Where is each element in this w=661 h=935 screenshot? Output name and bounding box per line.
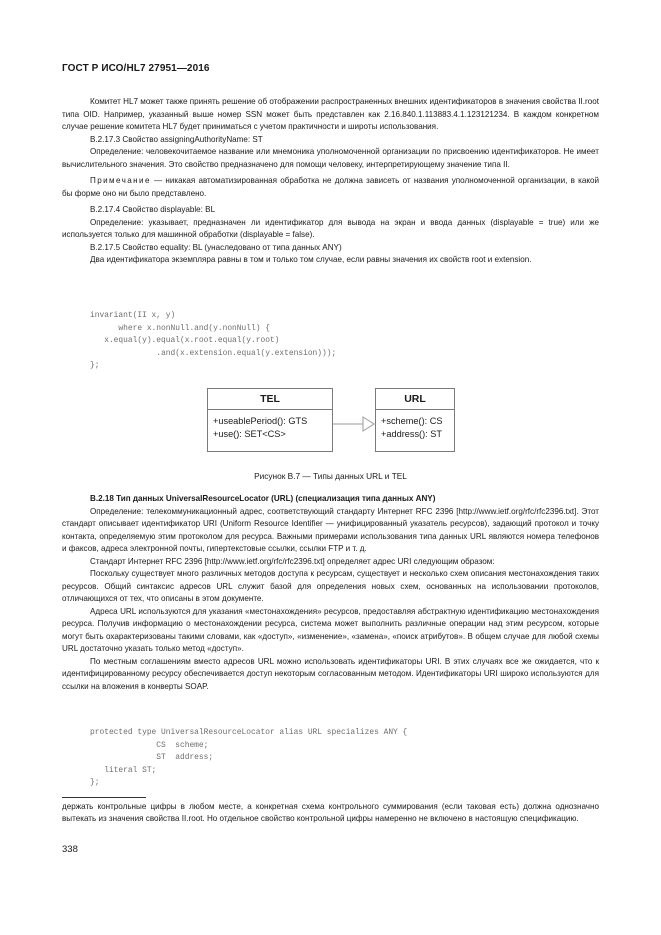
code-line: invariant(II x, y) xyxy=(90,311,176,320)
subsection-displayable: B.2.17.4 Свойство displayable: BL xyxy=(90,205,216,214)
paragraph-url-usage: Адреса URL используются для указания «местонахождения» ресурсов, предоставляя абстрактную идентификацию местонахождения ресурса. Получив информацию о местонахождении ресурса, система может выполнить различные операции над этим ресурсом, которые могут быть охарактеризованы такими словами, как «доступ», «изменение», «замена», «поиск атрибутов». В общем случае для любой схемы URL достаточно указать только метод «доступ». xyxy=(62,606,599,653)
paragraph-url-definition: Определение: телекоммуникационный адрес, соответствующий стандарту Интернет RFC 2396 [http://www.ietf.org/rfc/rfc2396.txt]. Этот стандарт описывает идентификатор URI (Uniform Resource Identifier — унифицированный указатель ресурсов), задающий протокол и точку контакта, определяемую этим протоколом для ресурса. Важными примерами использования типа данных URL являются номера телефонов и факсов, адреса электронной почты, гипертекстовые ссылки, ссылки FTP и т. д. xyxy=(62,506,599,553)
code-line: x.equal(y).equal(x.root.equal(y.root) xyxy=(90,336,280,346)
code-line: literal ST; xyxy=(90,765,157,775)
section-heading-text: B.2.18 Тип данных UniversalResourceLocator (URL) (специализация типа данных ANY) xyxy=(90,494,436,503)
uml-class-tel xyxy=(207,388,333,452)
uml-attribute: +use(): SET<CS> xyxy=(213,429,286,439)
uml-class-attributes xyxy=(376,410,454,441)
paragraph-assigning-definition: Определение: человекочитаемое название или мнемоника уполномоченной организации по присвоению идентификаторов. Не имеет вычислительного значения. Это свойство предназначено для помощи человеку, интерпретирующему значение типа II. xyxy=(62,147,599,169)
url-section xyxy=(62,493,599,693)
standard-header: ГОСТ Р ИСО/HL7 27951—2016 xyxy=(62,63,210,74)
subsection-equality: B.2.17.5 Свойство equality: BL (унаследовано от типа данных ANY) xyxy=(90,242,342,252)
section-heading xyxy=(62,493,599,506)
paragraph-equality-definition: Два идентификатора экземпляра равны в том и только том случае, если равны значения их свойств root и extension. xyxy=(90,255,532,264)
note-paragraph xyxy=(62,175,599,200)
footnote-divider xyxy=(62,797,146,798)
paragraph-rfc-intro: Стандарт Интернет RFC 2396 [http://www.ietf.org/rfc/rfc2396.txt] определяет адрес URI следующим образом: xyxy=(90,556,495,566)
uml-class-attributes xyxy=(208,410,332,441)
code-line: ST address; xyxy=(90,753,214,763)
paragraph-rfc-quote: Поскольку существует много различных методов доступа к ресурсам, существует и несколько схем описания местонахождения таких ресурсов. Общий синтаксис адресов URL служит базой для определения новых схем, основанных на использовании протоколов, отличающихся от тех, что описаны в этом документе. xyxy=(62,569,599,603)
paragraph-hl7-committee: Комитет HL7 может также принять решение об отображении распространенных внешних идентификаторов в значения свойства II.root типа OID. Например, указанный выше номер SSN может быть представлен как 2.16.840.1.113883.4.1.123121234. В каждом конкретном случае решение комитета HL7 будет приниматься с учетом практичности и широты использования. xyxy=(62,97,599,131)
code-url-type xyxy=(90,727,407,790)
note-label: Примечание xyxy=(90,176,151,185)
figure-caption: Рисунок B.7 — Типы данных URL и TEL xyxy=(254,471,407,481)
code-line: protected type UniversalResourceLocator alias URL specializes ANY { xyxy=(90,728,408,737)
code-line: }; xyxy=(90,361,100,371)
code-line: }; xyxy=(90,778,100,788)
page-number: 338 xyxy=(62,844,78,855)
note-text: — никакая автоматизированная обработка не должна зависеть от названия уполномоченной организации, в какой бы форме оно ни было представлено. xyxy=(62,176,599,198)
subsection-assigning-authority: B.2.17.3 Свойство assigningAuthorityName: ST xyxy=(90,134,263,144)
footnote: держать контрольные цифры в любом месте, а конкретная схема контрольного суммирования (если таковая есть) должна однозначно вытекать из значения свойства II.root. Но отдельное свойство контрольной цифры намеренно не включено в настоящую спецификацию. xyxy=(62,802,599,824)
uml-diagram xyxy=(207,388,455,456)
code-line: where x.nonNull.and(y.nonNull) { xyxy=(90,323,270,333)
code-line: CS scheme; xyxy=(90,740,209,750)
uml-attribute: +address(): ST xyxy=(381,429,443,439)
paragraph-local-conventions: По местным соглашениям вместо адресов URL можно использовать идентификаторы URI. В этих случаях все же ожидается, что к идентифицированному ресурсу обеспечивается доступ некоторым согласованным методом. Идентификаторы URI широко используются для ссылки на вложения в конверты SOAP. xyxy=(62,656,599,691)
paragraph-displayable-definition: Определение: указывает, предназначен ли идентификатор для вывода на экран и ввода данных (displayable = true) или же используется только для машинной обработки (displayable = false). xyxy=(62,217,599,239)
generalization-arrow-icon xyxy=(333,388,375,456)
uml-attribute: +useablePeriod(): GTS xyxy=(213,416,308,426)
top-text-block xyxy=(62,96,599,267)
uml-class-title: URL xyxy=(376,389,454,410)
uml-class-title: TEL xyxy=(208,389,332,410)
code-line: .and(x.extension.equal(y.extension))); xyxy=(90,348,337,358)
code-invariant xyxy=(90,310,336,373)
uml-class-url xyxy=(375,388,455,452)
uml-attribute: +scheme(): CS xyxy=(381,416,443,426)
